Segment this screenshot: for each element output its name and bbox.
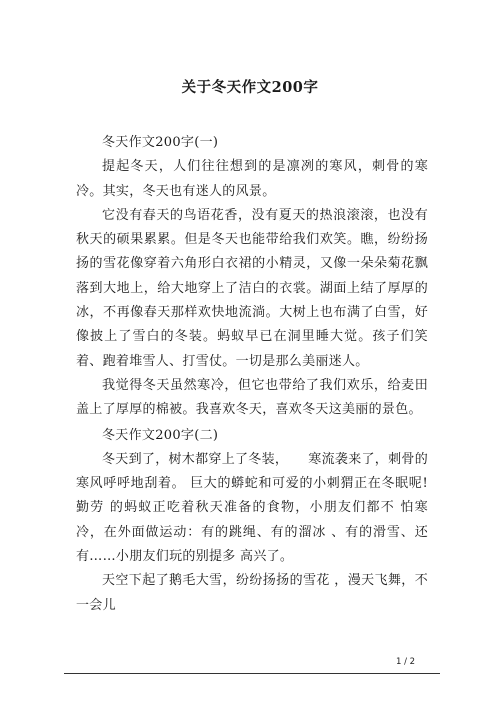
document-body xyxy=(76,131,428,618)
page-number: 1 / 2 xyxy=(396,657,416,667)
section-heading-2: 冬天作文200字(二) xyxy=(102,427,219,443)
paragraph: 我觉得冬天虽然寒冷，但它也带给了我们欢乐，给麦田盖上了厚厚的棉被。我喜欢冬天，喜欢冬天这美丽的景色。 xyxy=(76,377,428,418)
document-title: 关于冬天作文200字 xyxy=(181,79,319,96)
paragraph: 它没有春天的鸟语花香，没有夏天的热浪滚滚，也没有秋天的硕果累累。但是冬天也能带给我们欢笑。瞧，纷纷扬扬的雪花像穿着六角形白衣裙的小精灵，又像一朵朵菊花飘落到大地上，给大地穿上了洁白的衣裳。湖面上结了厚厚的冰，不再像春天那样欢快地流淌。大树上也布满了白雪，好像披上了雪白的冬装。蚂蚁早已在洞里睡大觉。孩子们笑着、跑着堆雪人、打雪仗。一切是那么美丽迷人。 xyxy=(76,207,428,369)
footer-divider xyxy=(64,673,440,674)
paragraph: 冬天到了，树木都穿上了冬装， 寒流袭来了，刺骨的寒风呼呼地刮着。 巨大的蟒蛇和可爱的小刺猬正在冬眠呢!勤劳 的蚂蚁正吃着秋天准备的食物，小朋友们都不 怕寒冷，在外面做运动：有的跳绳、有的溜冰 、有的滑雪、还有……小朋友们玩的别提多 高兴了。 xyxy=(76,451,429,565)
section-heading-1: 冬天作文200字(一) xyxy=(102,135,219,150)
paragraph: 提起冬天，人们往往想到的是凛冽的寒风，刺骨的寒冷。其实，冬天也有迷人的风景。 xyxy=(76,159,428,199)
paragraph: 天空下起了鹅毛大雪，纷纷扬扬的雪花 ，漫天飞舞，不一会儿 xyxy=(76,573,428,613)
